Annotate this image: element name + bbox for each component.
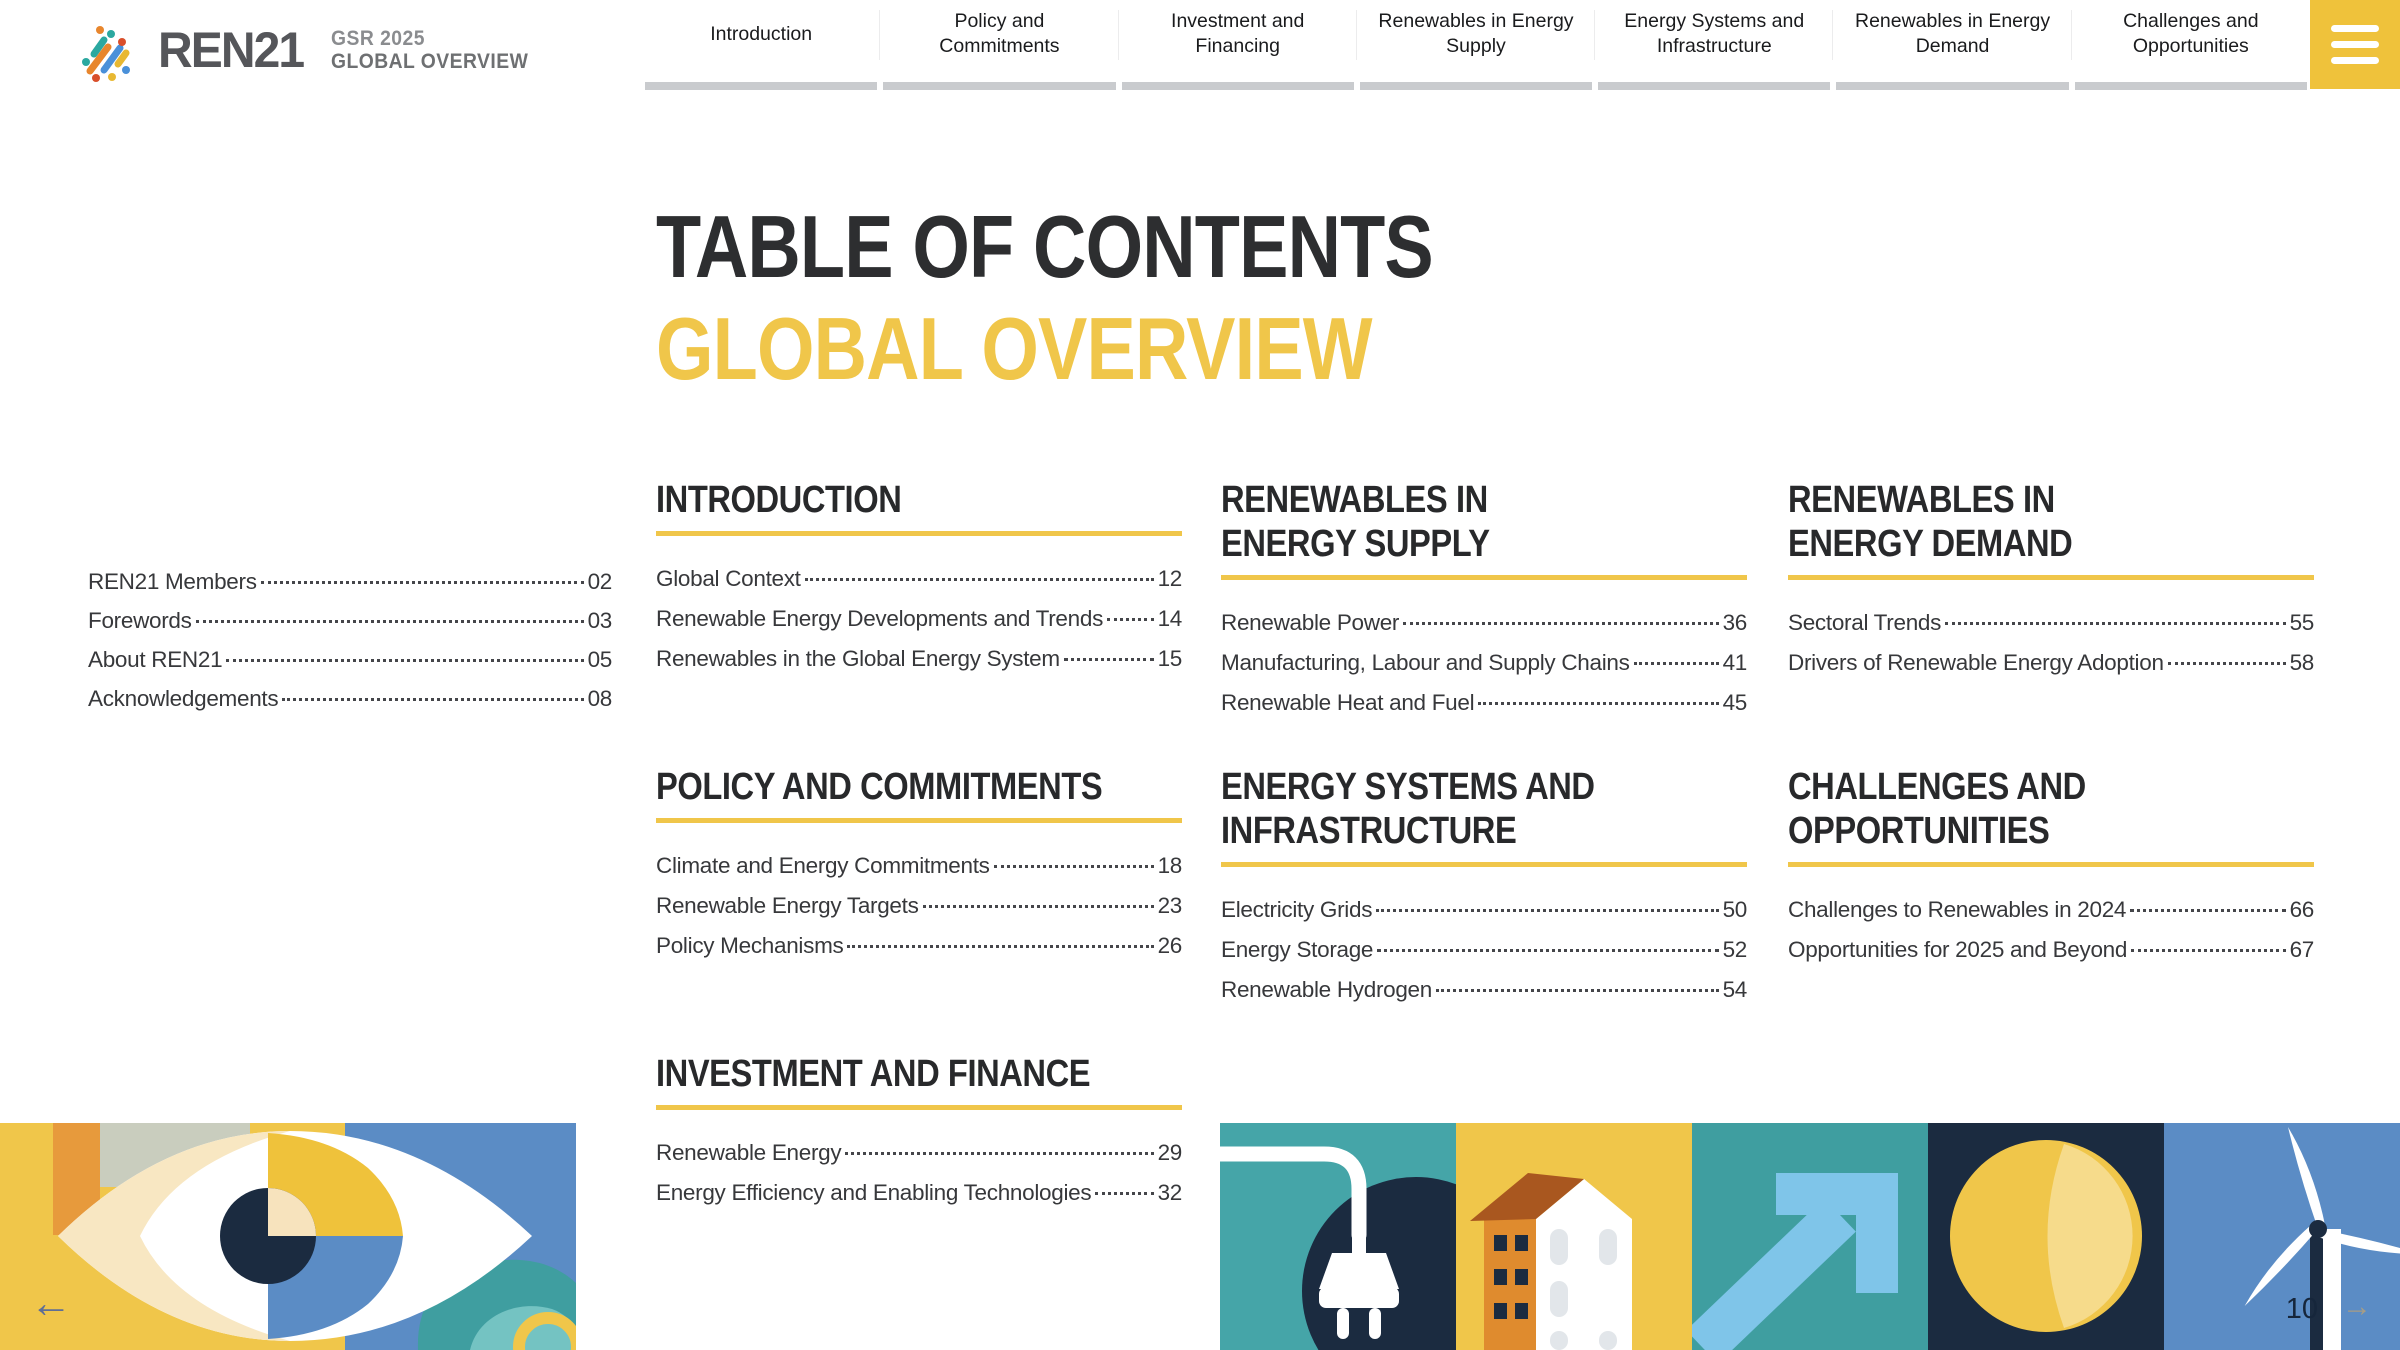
section-underline	[1221, 575, 1747, 580]
toc-item[interactable]	[656, 646, 1182, 686]
section-policy-and-commitments	[656, 765, 1182, 1052]
nav-tab-label: Renewables in Energy Supply	[1378, 10, 1574, 57]
toc-item-label: Renewable Energy Developments and Trends	[656, 606, 1104, 631]
nav-tab-energy-systems-and-infrastructure[interactable]	[1598, 0, 1830, 92]
toc-item-label: Energy Efficiency and Enabling Technologies	[656, 1180, 1092, 1205]
section-items	[1221, 610, 1747, 730]
section-underline	[1788, 862, 2314, 867]
dotted-leader	[845, 1152, 1153, 1155]
toc-item-label: Climate and Energy Commitments	[656, 853, 990, 878]
dotted-leader	[226, 659, 583, 662]
toc-item-label: Manufacturing, Labour and Supply Chains	[1221, 650, 1630, 675]
toc-item[interactable]	[1221, 690, 1747, 730]
front-matter-item[interactable]	[88, 647, 612, 686]
dotted-leader	[2130, 909, 2285, 912]
dotted-leader	[1064, 658, 1154, 661]
nav-tab-label: Challenges and Opportunities	[2123, 10, 2259, 57]
eye-illustration	[0, 1123, 576, 1350]
toc-item-label: Challenges to Renewables in 2024	[1788, 897, 2127, 922]
toc-item-page: 02	[587, 569, 612, 594]
section-items	[1788, 610, 2314, 690]
toc-item-page: 50	[1722, 897, 1747, 922]
toc-item[interactable]	[1788, 650, 2314, 690]
toc-item[interactable]	[1788, 937, 2314, 977]
previous-page-button[interactable]: ←	[30, 1279, 72, 1326]
page-title	[656, 196, 1581, 400]
page-number: 10	[2285, 1293, 2318, 1325]
section-heading	[1221, 765, 1747, 853]
section-items	[656, 566, 1182, 686]
section-renewables-in-energy-demand	[1788, 478, 2314, 765]
toc-item-page: 08	[587, 686, 612, 711]
section-heading-line: INFRASTRUCTURE	[1221, 810, 1517, 852]
brand	[78, 20, 546, 80]
toc-item-label: Policy Mechanisms	[656, 933, 844, 958]
toc-item-page: 03	[587, 608, 612, 633]
toc-item-page: 66	[2289, 897, 2314, 922]
nav-tab-label: Introduction	[710, 22, 813, 45]
section-heading-line: ENERGY SUPPLY	[1221, 523, 1490, 565]
nav-tab-challenges-and-opportunities[interactable]	[2075, 0, 2307, 92]
dotted-leader	[923, 905, 1154, 908]
toc-item[interactable]	[656, 1180, 1182, 1220]
toc-item[interactable]	[656, 606, 1182, 646]
menu-button[interactable]	[2310, 0, 2400, 89]
electric-plug-icon	[1220, 1123, 1456, 1350]
dotted-leader	[847, 945, 1153, 948]
toc-item[interactable]	[656, 1140, 1182, 1180]
toc-column-1	[656, 478, 1182, 1339]
nav-tab-underline	[1598, 82, 1830, 90]
toc-item-label: Renewable Hydrogen	[1221, 977, 1432, 1002]
toc-item[interactable]	[1221, 977, 1747, 1017]
toc-item-page: 18	[1157, 853, 1182, 878]
toc-item-page: 58	[2289, 650, 2314, 675]
toc-item-page: 26	[1157, 933, 1182, 958]
sun-icon	[1928, 1123, 2164, 1350]
toc-item-label: REN21 Members	[88, 569, 257, 594]
toc-item[interactable]	[1221, 937, 1747, 977]
next-page-button[interactable]: →	[2342, 1290, 2372, 1323]
growth-arrow-icon	[1692, 1123, 1928, 1350]
toc-item-label: Renewable Power	[1221, 610, 1400, 635]
toc-item[interactable]	[656, 853, 1182, 893]
report-code: GSR 2025	[331, 26, 426, 50]
dotted-leader	[196, 620, 584, 623]
toc-item-page: 29	[1157, 1140, 1182, 1165]
toc-item[interactable]	[656, 893, 1182, 933]
nav-tab-underline	[883, 82, 1115, 90]
toc-item-page: 05	[587, 647, 612, 672]
toc-item-label: Renewable Energy Targets	[656, 893, 919, 918]
section-heading	[1788, 765, 2314, 853]
dotted-leader	[1376, 909, 1718, 912]
nav-tab-introduction[interactable]	[645, 0, 877, 92]
front-matter-list	[88, 569, 612, 725]
toc-item[interactable]	[656, 566, 1182, 606]
toc-item-label: Renewables in the Global Energy System	[656, 646, 1060, 671]
toc-item-page: 36	[1722, 610, 1747, 635]
section-heading	[656, 478, 1182, 522]
section-underline	[656, 1105, 1182, 1110]
toc-item[interactable]	[1788, 897, 2314, 937]
toc-item-page: 15	[1157, 646, 1182, 671]
dotted-leader	[282, 698, 583, 701]
toc-item[interactable]	[1788, 610, 2314, 650]
toc-item-label: Sectoral Trends	[1788, 610, 1942, 635]
toc-item-page: 32	[1157, 1180, 1182, 1205]
nav-tab-underline	[1836, 82, 2068, 90]
section-heading-line: POLICY AND COMMITMENTS	[656, 766, 1103, 808]
house-icon	[1456, 1123, 1692, 1350]
dotted-leader	[1403, 622, 1718, 625]
toc-item-label: Drivers of Renewable Energy Adoption	[1788, 650, 2164, 675]
dotted-leader	[1478, 702, 1718, 705]
toc-item-page: 54	[1722, 977, 1747, 1002]
toc-item-label: Renewable Heat and Fuel	[1221, 690, 1475, 715]
toc-item-page: 67	[2289, 937, 2314, 962]
toc-item-label: Electricity Grids	[1221, 897, 1373, 922]
dotted-leader	[805, 578, 1154, 581]
toc-item[interactable]	[1221, 610, 1747, 650]
section-underline	[1788, 575, 2314, 580]
toc-item[interactable]	[1221, 650, 1747, 690]
nav-tab-renewables-in-energy-supply[interactable]	[1360, 0, 1592, 92]
dotted-leader	[1377, 949, 1718, 952]
section-heading-line: ENERGY SYSTEMS AND	[1221, 766, 1595, 808]
page-title-line2: GLOBAL OVERVIEW	[656, 299, 1372, 398]
section-heading	[1221, 478, 1747, 566]
toc-item-label: Energy Storage	[1221, 937, 1374, 962]
toc-column-2	[1221, 478, 1747, 1052]
toc-item-page: 12	[1157, 566, 1182, 591]
nav-tab-underline	[645, 82, 877, 90]
section-underline	[656, 531, 1182, 536]
front-matter-item[interactable]	[88, 569, 612, 608]
section-challenges-and-opportunities	[1788, 765, 2314, 1052]
section-underline	[656, 818, 1182, 823]
section-heading-line: INTRODUCTION	[656, 479, 902, 521]
toc-item-page: 55	[2289, 610, 2314, 635]
toc-item-page: 45	[1722, 690, 1747, 715]
dotted-leader	[2168, 662, 2286, 665]
report-edition: GLOBAL OVERVIEW	[331, 50, 529, 73]
toc-item-page: 23	[1157, 893, 1182, 918]
toc-item-label: Global Context	[656, 566, 801, 591]
front-matter-item[interactable]	[88, 686, 612, 725]
brand-wordmark: REN21	[158, 22, 304, 78]
toc-item[interactable]	[656, 933, 1182, 973]
nav-tab-label: Energy Systems and Infrastructure	[1624, 10, 1805, 57]
nav-tabs	[645, 0, 2307, 92]
dotted-leader	[2131, 949, 2285, 952]
toc-item[interactable]	[1221, 897, 1747, 937]
nav-tab-label: Policy and Commitments	[939, 10, 1060, 57]
section-heading-line: CHALLENGES AND	[1788, 766, 2086, 808]
toc-item-label: Renewable Energy	[656, 1140, 842, 1165]
nav-tab-underline	[2075, 82, 2307, 90]
dotted-leader	[1436, 989, 1719, 992]
section-items	[656, 853, 1182, 973]
nav-tab-label: Investment and Financing	[1171, 10, 1305, 57]
section-introduction	[656, 478, 1182, 765]
section-energy-systems-and-infrastructure	[1221, 765, 1747, 1052]
dotted-leader	[994, 865, 1154, 868]
toc-item-page: 52	[1722, 937, 1747, 962]
toc-column-3	[1788, 478, 2314, 1052]
section-heading-line: RENEWABLES IN	[1221, 479, 1488, 521]
dotted-leader	[1945, 622, 2285, 625]
section-heading-line: OPPORTUNITIES	[1788, 810, 2050, 852]
dotted-leader	[1634, 662, 1719, 665]
nav-tab-underline	[1360, 82, 1592, 90]
section-heading-line: RENEWABLES IN	[1788, 479, 2055, 521]
section-investment-and-finance	[656, 1052, 1182, 1339]
ren21-logo-icon	[78, 18, 142, 82]
bottom-artwork-strip	[1220, 1123, 2400, 1350]
toc-item-label: Forewords	[88, 608, 192, 633]
section-items	[1221, 897, 1747, 1017]
section-heading-line: ENERGY DEMAND	[1788, 523, 2073, 565]
nav-tab-label: Renewables in Energy Demand	[1854, 10, 2051, 57]
toc-item-page: 14	[1157, 606, 1182, 631]
section-items	[656, 1140, 1182, 1220]
section-renewables-in-energy-supply	[1221, 478, 1747, 765]
section-heading	[656, 1052, 1182, 1096]
section-items	[1788, 897, 2314, 977]
dotted-leader	[261, 581, 584, 584]
report-title	[331, 27, 528, 73]
section-heading	[656, 765, 1182, 809]
front-matter-item[interactable]	[88, 608, 612, 647]
nav-tab-investment-and-financing[interactable]	[1122, 0, 1354, 92]
dotted-leader	[1107, 618, 1154, 621]
page-title-line1: TABLE OF CONTENTS	[656, 197, 1433, 296]
section-heading-line: INVESTMENT AND FINANCE	[656, 1053, 1091, 1095]
nav-tab-underline	[1122, 82, 1354, 90]
nav-tab-renewables-in-energy-demand[interactable]	[1836, 0, 2068, 92]
section-heading	[1788, 478, 2314, 566]
dotted-leader	[1095, 1192, 1153, 1195]
toc-item-label: Opportunities for 2025 and Beyond	[1788, 937, 2128, 962]
toc-item-page: 41	[1722, 650, 1747, 675]
section-underline	[1221, 862, 1747, 867]
toc-item-label: Acknowledgements	[88, 686, 279, 711]
nav-tab-policy-and-commitments[interactable]	[883, 0, 1115, 92]
toc-item-label: About REN21	[88, 647, 223, 672]
